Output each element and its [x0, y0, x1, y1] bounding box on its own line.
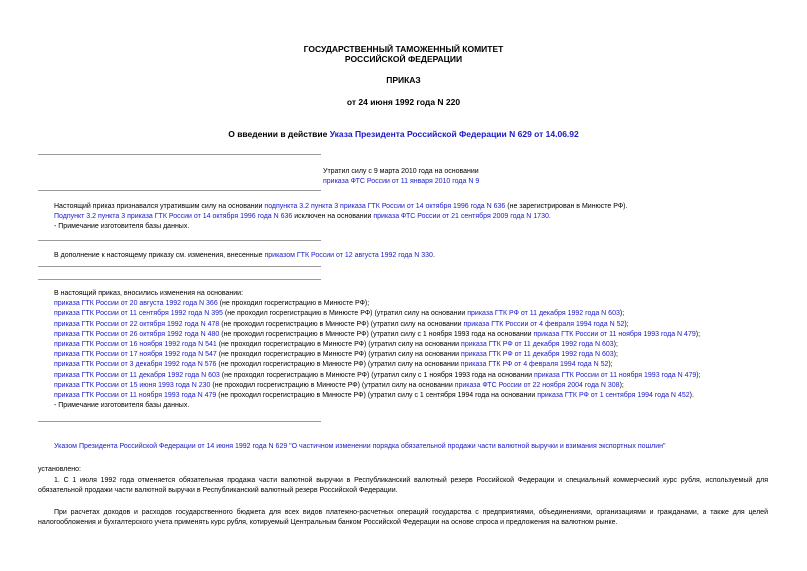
- change-item: приказа ГТК России от 20 августа 1992 года N 366 (не проходил госрегистрацию в Минюсте РФ);: [54, 300, 370, 308]
- addition-order-link[interactable]: приказом ГТК России от 12 августа 1992 года N 330: [264, 252, 433, 259]
- title-prefix: О введении в действие: [228, 129, 330, 139]
- divider: [38, 266, 321, 267]
- paragraph-2: При расчетах доходов и расходов государственного бюджета для всех видов платежно-расчетных операций государства с предприятиями, объединениями, организациями и гражданами, а также для целей налогообложения и бухгалтерского учета применять курс рубля, котируемый Центральным банком Российской Федерации на основе спроса и предложения на валютном рынке.: [38, 509, 768, 526]
- addition-note: В дополнение к настоящему приказу см. изменения, внесенные приказом ГТК России от 12 августа 1992 года N 330.: [54, 252, 435, 259]
- repeal-note: Настоящий приказ признавался утратившим силу на основании подпункта 3.2 пункта 3 приказа ГТК России от 14 октября 1996 года N 636 (не зарегистрирован в Минюсте РФ). Подпункт 3.2 пункта 3 приказа ГТК России от 14 октября 1996 года N 636 исключен на основании приказа ФТС России от 21 сентября 2009 года N 1730. - Примечание изготовителя базы данных.: [54, 202, 627, 233]
- change-item: приказа ГТК России от 17 ноября 1992 года N 547 (не проходил госрегистрацию в Минюсте РФ) (утратил силу на основании приказа ГТК РФ от 11 декабря 1992 года N 603);: [54, 351, 618, 359]
- database-note: - Примечание изготовителя базы данных.: [54, 223, 190, 231]
- org-name-line2: РОССИЙСКОЙ ФЕДЕРАЦИИ: [344, 54, 463, 65]
- divider: [38, 154, 321, 155]
- changes-intro: В настоящий приказ, вносились изменения на основании:: [54, 290, 244, 297]
- paragraph-1: 1. С 1 июля 1992 года отменяется обязательная продажа части валютной выручки в Республиканский валютный резерв Российской Федерации и специальный коммерческий курс рубля, используемый для обязательной продажи части валютной выручки в Республиканский валютный резерв Российской Федерации.: [38, 477, 768, 494]
- changes-list: [54, 289, 701, 411]
- fts-order-link[interactable]: приказа ФТС России от 21 сентября 2009 года N 1730: [373, 213, 549, 221]
- subpoint-link[interactable]: Подпункт 3.2 пункта 3 приказа ГТК России от 14 октября 1996 года N 636: [54, 213, 293, 221]
- change-item: приказа ГТК России от 11 ноября 1993 года N 479 (не проходил госрегистрацию в Минюсте РФ) (утратил силу с 1 сентября 1994 года на основании приказа ГТК РФ от 1 сентября 1994 года N 452).: [54, 391, 694, 399]
- status-line1: Утратил силу с 9 марта 2010 года на основании: [323, 168, 479, 175]
- divider: [38, 279, 321, 280]
- decree-reference-link[interactable]: Указом Президента Российской Федерации от 14 июня 1992 года N 629 "О частичном изменении порядка обязательной продажи части валютной выручки и взимания экспортных пошлин": [54, 443, 666, 450]
- divider: [38, 240, 321, 241]
- document-title: [0, 129, 807, 139]
- change-item: приказа ГТК России от 15 июня 1993 года N 230 (не проходил госрегистрацию в Минюсте РФ) (утратил силу на основании приказа ФТС России от 22 ноября 2004 года N 308);: [54, 381, 624, 389]
- document-header: [0, 44, 807, 64]
- subpoint-link[interactable]: подпункта 3.2 пункта 3 приказа ГТК России от 14 октября 1996 года N 636: [264, 203, 506, 210]
- change-item: приказа ГТК России от 22 октября 1992 года N 478 (не проходил госрегистрацию в Минюсте РФ) (утратил силу на основании приказа ГТК России от 4 февраля 1994 года N 52);: [54, 320, 629, 328]
- document-type: ПРИКАЗ: [386, 75, 421, 85]
- org-name-line1: ГОСУДАРСТВЕННЫЙ ТАМОЖЕННЫЙ КОМИТЕТ: [303, 44, 504, 54]
- divider: [38, 421, 321, 422]
- divider: [38, 190, 321, 191]
- database-note: - Примечание изготовителя базы данных.: [54, 402, 190, 410]
- change-item: приказа ГТК России от 11 сентября 1992 года N 395 (не проходил госрегистрацию в Минюсте РФ) (утратил силу на основании приказа ГТК РФ от 11 декабря 1992 года N 603);: [54, 310, 625, 318]
- document-date: от 24 июня 1992 года N 220: [346, 97, 461, 107]
- status-note: [323, 167, 479, 187]
- change-item: приказа ГТК России от 16 ноября 1992 года N 541 (не проходил госрегистрацию в Минюсте РФ) (утратил силу на основании приказа ГТК РФ от 11 декабря 1992 года N 603);: [54, 340, 618, 348]
- change-item: приказа ГТК России от 3 декабря 1992 года N 576 (не проходил госрегистрацию в Минюсте РФ) (утратил силу на основании приказа ГТК РФ от 4 февраля 1994 года N 52);: [54, 361, 613, 369]
- status-link[interactable]: приказа ФТС России от 11 января 2010 года N 9: [323, 178, 480, 186]
- change-item: приказа ГТК России от 26 октября 1992 года N 480 (не проходил госрегистрацию в Минюсте РФ) (утратил силу с 1 ноября 1993 года на основании приказа ГТК России от 11 ноября 1993 года N 479);: [54, 330, 701, 338]
- established-label: установлено:: [38, 466, 81, 473]
- change-item: приказа ГТК России от 11 декабря 1992 года N 603 (не проходил госрегистрацию в Минюсте РФ) (утратил силу с 1 ноября 1993 года на основании приказа ГТК России от 11 ноября 1993 года N 479);: [54, 371, 701, 379]
- title-decree-link[interactable]: Указа Президента Российской Федерации N 629 от 14.06.92: [329, 129, 579, 139]
